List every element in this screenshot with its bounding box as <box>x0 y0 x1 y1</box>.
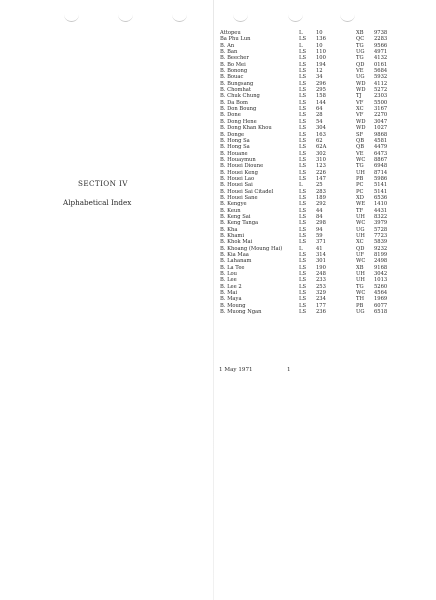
index-entry-type: LS <box>299 137 306 144</box>
index-entry-name: B. Keng Tanga <box>220 220 259 227</box>
index-entry-grid-ref: 8199 <box>374 252 388 259</box>
index-entry-number: 296 <box>316 80 326 87</box>
index-entry-grid-zone: XB <box>356 264 364 271</box>
index-entry-number: 59 <box>316 233 323 239</box>
index-entry-name: B. Dong Hene <box>220 118 257 125</box>
index-entry-name: B. Maya <box>220 296 242 303</box>
index-entry-grid-ref: 4971 <box>374 49 388 56</box>
index-entry-type: LS <box>299 258 306 265</box>
index-entry-grid-zone: VE <box>356 150 364 157</box>
index-entry-number: 41 <box>316 245 323 252</box>
index-entry-name: B. An <box>220 42 235 49</box>
punch-hole <box>340 14 355 22</box>
index-entry-grid-zone: PC <box>356 188 364 195</box>
index-entry-grid-ref: 3979 <box>374 220 388 227</box>
index-entry-number: 190 <box>316 264 326 271</box>
index-entry-grid-zone: UH <box>356 213 365 220</box>
index-entry-grid-ref: 6948 <box>374 163 388 170</box>
index-entry-grid-zone: QC <box>356 36 365 43</box>
index-entry-number: 371 <box>316 239 326 246</box>
index-entry-type: LS <box>299 277 306 284</box>
index-entry-number: 25 <box>316 182 323 189</box>
index-entry-type: LS <box>299 233 306 239</box>
index-subtitle: Alphabetical Index <box>63 198 132 207</box>
index-entry-number: 233 <box>316 277 326 284</box>
index-entry-grid-ref: 5141 <box>374 188 388 195</box>
index-entry-grid-zone: TJ <box>356 93 362 100</box>
index-entry-type: LS <box>299 207 306 214</box>
index-entry-type: LS <box>299 290 306 297</box>
index-entry-name: B. Chuk Chung <box>220 93 260 100</box>
index-entry-type: LS <box>299 194 306 201</box>
index-entry-grid-ref: 4132 <box>374 55 388 62</box>
punch-hole <box>172 14 187 22</box>
index-entry-grid-ref: 4564 <box>374 290 388 297</box>
index-entry-type: LS <box>299 112 306 119</box>
index-entry-number: 64 <box>316 106 323 113</box>
index-entry-type: L <box>299 30 303 36</box>
index-entry-grid-zone: UF <box>356 252 364 259</box>
index-entry-grid-zone: UG <box>356 226 365 233</box>
index-entry-grid-ref: 4431 <box>374 207 388 214</box>
index-entry-name: B. Houei Sane <box>220 194 258 201</box>
index-entry-grid-zone: UH <box>356 277 365 284</box>
index-entry-name: B. Bonong <box>220 68 248 75</box>
punch-hole <box>64 14 79 22</box>
index-entry-type: LS <box>299 239 306 246</box>
index-entry-number: 248 <box>316 271 326 278</box>
page-number: 1 <box>287 367 291 373</box>
index-entry-type: LS <box>299 226 306 233</box>
index-entry-number: 234 <box>316 296 326 303</box>
index-entry-grid-ref: 1969 <box>374 296 388 303</box>
index-entry-name: B. Dong Khan Khou <box>220 125 272 132</box>
index-entry-type: LS <box>299 49 306 56</box>
index-entry-type: LS <box>299 36 306 43</box>
index-entry-type: LS <box>299 80 306 87</box>
index-entry-number: 44 <box>316 207 323 214</box>
index-entry-grid-zone: VE <box>356 68 364 75</box>
index-entry-number: 298 <box>316 220 326 227</box>
index-entry-grid-zone: UH <box>356 233 365 239</box>
index-entry-number: 10 <box>316 42 323 49</box>
index-entry-name: B. Keun <box>220 207 241 214</box>
index-entry-grid-ref: 9232 <box>374 245 388 252</box>
index-entry-grid-zone: TG <box>356 163 364 170</box>
index-entry-grid-zone: PC <box>356 182 364 189</box>
index-entry-number: 194 <box>316 61 326 68</box>
index-entry-grid-ref: 8322 <box>374 213 388 220</box>
section-title: SECTION IV <box>78 179 128 188</box>
index-entry-type: LS <box>299 169 306 176</box>
index-entry-grid-zone: UG <box>356 309 365 316</box>
index-entry-type: LS <box>299 252 306 259</box>
index-entry-type: L <box>299 245 303 252</box>
index-entry-type: LS <box>299 220 306 227</box>
index-entry-number: 123 <box>316 163 326 170</box>
index-entry-type: LS <box>299 131 306 138</box>
index-entry-grid-zone: WD <box>356 87 366 94</box>
index-entry-type: LS <box>299 55 306 62</box>
index-entry-name: B. Houei Sai Citadel <box>220 188 274 195</box>
index-entry-name: B. Keng Sai <box>220 213 251 220</box>
index-entry-number: 283 <box>316 188 326 195</box>
index-entry-name: B. Bouac <box>220 74 244 81</box>
index-entry-name: B. Done <box>220 112 241 119</box>
index-entry-number: 253 <box>316 283 326 290</box>
index-entry-name: B. Chomhat <box>220 87 251 94</box>
index-entry-grid-zone: SF <box>356 131 364 138</box>
index-entry-grid-ref: 2270 <box>374 112 388 119</box>
index-entry-number: 28 <box>316 112 323 119</box>
index-entry-grid-zone: XB <box>356 30 364 36</box>
index-entry-grid-zone: QB <box>356 137 365 144</box>
index-entry-grid-ref: 2303 <box>374 93 388 100</box>
index-entry-grid-ref: 8867 <box>374 156 388 163</box>
index-entry-type: LS <box>299 125 306 132</box>
index-entry-grid-zone: UG <box>356 74 365 81</box>
index-entry-grid-zone: WD <box>356 125 366 132</box>
index-entry-type: LS <box>299 68 306 75</box>
index-entry-number: 301 <box>316 258 326 265</box>
index-entry-number: 147 <box>316 175 326 182</box>
index-entry-grid-zone: TG <box>356 55 364 62</box>
index-entry-grid-zone: WC <box>356 220 366 227</box>
index-entry-name: B. Lou <box>220 271 238 278</box>
index-entry-grid-ref: 9868 <box>374 131 388 138</box>
index-entry-name: B. Khoang (Moung Hai) <box>220 245 283 252</box>
index-entry-name: B. Hong Sa <box>220 144 250 151</box>
index-entry-grid-ref: 1410 <box>374 201 388 208</box>
index-entry-grid-zone: PB <box>356 302 364 309</box>
index-entry-number: 136 <box>316 36 326 43</box>
index-entry-grid-ref: 4581 <box>374 137 388 144</box>
index-entry-number: 100 <box>316 55 326 62</box>
index-entry-type: LS <box>299 271 306 278</box>
index-entry-type: LS <box>299 93 306 100</box>
index-entry-type: LS <box>299 201 306 208</box>
index-entry-grid-ref: 3047 <box>374 118 388 125</box>
index-entry-type: LS <box>299 163 306 170</box>
index-entry-number: 236 <box>316 309 326 316</box>
index-entry-grid-ref: 6536 <box>374 194 388 201</box>
index-entry-grid-ref: 3042 <box>374 271 388 278</box>
index-entry-type: LS <box>299 61 306 68</box>
index-entry-grid-ref: 5272 <box>374 87 388 94</box>
index-entry-grid-zone: PB <box>356 175 364 182</box>
index-entry-name: B. Ban <box>220 49 238 56</box>
index-entry-grid-zone: XD <box>356 194 364 201</box>
index-entry-name: B. Khami <box>220 233 244 239</box>
index-entry-grid-ref: 4479 <box>374 144 388 151</box>
index-entry-grid-ref: 5684 <box>374 68 388 75</box>
index-entry-grid-zone: TG <box>356 42 364 49</box>
index-entry-name: B. Houei Dioune <box>220 163 264 170</box>
index-entry-type: LS <box>299 264 306 271</box>
index-entry-grid-ref: 6473 <box>374 150 388 157</box>
index-entry-type: LS <box>299 283 306 290</box>
index-entry-grid-ref: 2498 <box>374 258 388 265</box>
punch-hole <box>233 14 248 22</box>
index-entry-name: B. Bungsang <box>220 80 254 87</box>
index-entry-grid-ref: 7723 <box>374 233 388 239</box>
index-entry-number: 34 <box>316 74 323 81</box>
punch-hole <box>118 14 133 22</box>
index-entry-number: 177 <box>316 302 326 309</box>
index-entry-name: B. Houei Lao <box>220 175 255 182</box>
index-entry-grid-zone: WD <box>356 118 366 125</box>
index-entry-grid-ref: 9738 <box>374 30 388 36</box>
index-entry-grid-zone: VF <box>356 99 364 106</box>
index-entry-grid-ref: 5500 <box>374 99 388 106</box>
index-entry-name: B. Bo Mei <box>220 61 246 68</box>
index-entry-type: L <box>299 182 303 189</box>
index-entry-number: 10 <box>316 30 323 36</box>
index-entry-number: 304 <box>316 125 326 132</box>
index-entry-grid-zone: XC <box>356 239 364 246</box>
index-entry-grid-ref: 5141 <box>374 182 388 189</box>
index-entry-name: B. Kengye <box>220 201 247 208</box>
index-entry-number: 62A <box>316 144 327 151</box>
index-entry-grid-ref: 2283 <box>374 36 388 43</box>
index-entry-grid-zone: UG <box>356 49 365 56</box>
index-entry-type: LS <box>299 106 306 113</box>
index-entry-grid-ref: 9168 <box>374 264 388 271</box>
index-entry-name: B. Hong Sa <box>220 137 250 144</box>
index-entry-grid-zone: WC <box>356 156 366 163</box>
index-entry-grid-ref: 5728 <box>374 226 388 233</box>
index-entry-type: LS <box>299 156 306 163</box>
index-entry-name: B. Don Boung <box>220 106 257 113</box>
index-entry-grid-ref: 9566 <box>374 42 388 49</box>
index-entry-grid-zone: QB <box>356 144 365 151</box>
index-entry-number: 84 <box>316 213 323 220</box>
index-entry-name: B. Khok Mai <box>220 239 253 246</box>
index-entry-grid-zone: XC <box>356 106 364 113</box>
index-entry-name: B. Houane <box>220 150 248 157</box>
index-entry-name: B. Muong Ngan <box>220 309 262 316</box>
index-entry-type: LS <box>299 213 306 220</box>
index-entry-name: B. Moung <box>220 302 246 309</box>
index-entry-grid-zone: WE <box>356 201 366 208</box>
index-entry-grid-ref: 1027 <box>374 125 388 132</box>
index-entry-grid-zone: TF <box>356 207 364 214</box>
index-entry-grid-zone: TG <box>356 283 364 290</box>
index-entry-type: LS <box>299 87 306 94</box>
index-entry-type: LS <box>299 188 306 195</box>
index-entry-name: Ba Phu Lun <box>220 36 251 43</box>
index-entry-grid-zone: WC <box>356 290 366 297</box>
index-entry-grid-zone: UH <box>356 271 365 278</box>
index-entry-name: B. Lahanam <box>220 258 252 265</box>
index-entry-number: 62 <box>316 137 323 144</box>
index-entry-number: 110 <box>316 49 326 56</box>
index-entry-name: B. Da Bom <box>220 99 248 106</box>
index-entry-name: B. Houei Keng <box>220 169 258 176</box>
index-entry-grid-zone: WC <box>356 258 366 265</box>
index-entry-type: LS <box>299 296 306 303</box>
index-entry-number: 310 <box>316 156 326 163</box>
index-entry-name: B. Houei Sai <box>220 182 253 189</box>
index-entry-number: 94 <box>316 226 323 233</box>
index-entry-grid-ref: 5932 <box>374 74 388 81</box>
index-entry-name: B. Donge <box>220 131 245 138</box>
index-entry-number: 54 <box>316 118 323 125</box>
index-entry-grid-ref: 1013 <box>374 277 388 284</box>
index-entry-name: B. Lee 2 <box>220 283 242 290</box>
footer-date: 1 May 1971 <box>219 367 253 373</box>
index-entry-grid-zone: WD <box>356 80 366 87</box>
index-entry-number: 189 <box>316 194 326 201</box>
index-entry-grid-ref: 4112 <box>374 80 388 87</box>
index-entry-name: B. Kia Maa <box>220 252 249 259</box>
index-entry-name: B. Beecher <box>220 55 249 62</box>
index-entry-number: 12 <box>316 68 323 75</box>
index-entry-type: LS <box>299 150 306 157</box>
index-entry-type: LS <box>299 144 306 151</box>
index-entry-number: 295 <box>316 87 326 94</box>
index-entry-grid-zone: QD <box>356 61 365 68</box>
index-entry-type: LS <box>299 175 306 182</box>
index-entry-grid-zone: VF <box>356 112 364 119</box>
index-entry-type: LS <box>299 99 306 106</box>
page-fold <box>213 0 214 600</box>
index-entry-grid-ref: 6518 <box>374 309 388 316</box>
index-entry-number: 302 <box>316 150 326 157</box>
index-entry-number: 329 <box>316 290 326 297</box>
index-entry-type: LS <box>299 302 306 309</box>
index-entry-grid-zone: QD <box>356 245 365 252</box>
index-entry-grid-ref: 0161 <box>374 61 388 68</box>
index-entry-number: 163 <box>316 131 326 138</box>
index-entry-name: B. Mai <box>220 290 238 297</box>
index-entry-grid-ref: 6077 <box>374 302 388 309</box>
index-entry-type: L <box>299 42 303 49</box>
index-entry-grid-ref: 5839 <box>374 239 388 246</box>
index-entry-number: 158 <box>316 93 326 100</box>
index-entry-name: B. Lee <box>220 277 237 284</box>
index-entry-number: 314 <box>316 252 326 259</box>
index-entry-grid-ref: 5260 <box>374 283 388 290</box>
index-entry-number: 226 <box>316 169 326 176</box>
index-entry-grid-ref: 3167 <box>374 106 388 113</box>
index-entry-name: B. La Tee <box>220 264 245 271</box>
index-entry-grid-ref: 5986 <box>374 175 388 182</box>
index-entry-number: 144 <box>316 99 326 106</box>
index-entry-name: B. Kha <box>220 226 238 233</box>
index-entry-name: Attopeu <box>220 30 241 36</box>
index-entry-grid-zone: TH <box>356 296 364 303</box>
index-entry-type: LS <box>299 118 306 125</box>
index-entry-grid-ref: 8714 <box>374 169 388 176</box>
index-entry-type: LS <box>299 309 306 316</box>
index-entry-type: LS <box>299 74 306 81</box>
index-entry-number: 292 <box>316 201 326 208</box>
index-entry-grid-zone: UH <box>356 169 365 176</box>
index-entry-name: B. Houaymun <box>220 156 256 163</box>
punch-hole <box>288 14 303 22</box>
